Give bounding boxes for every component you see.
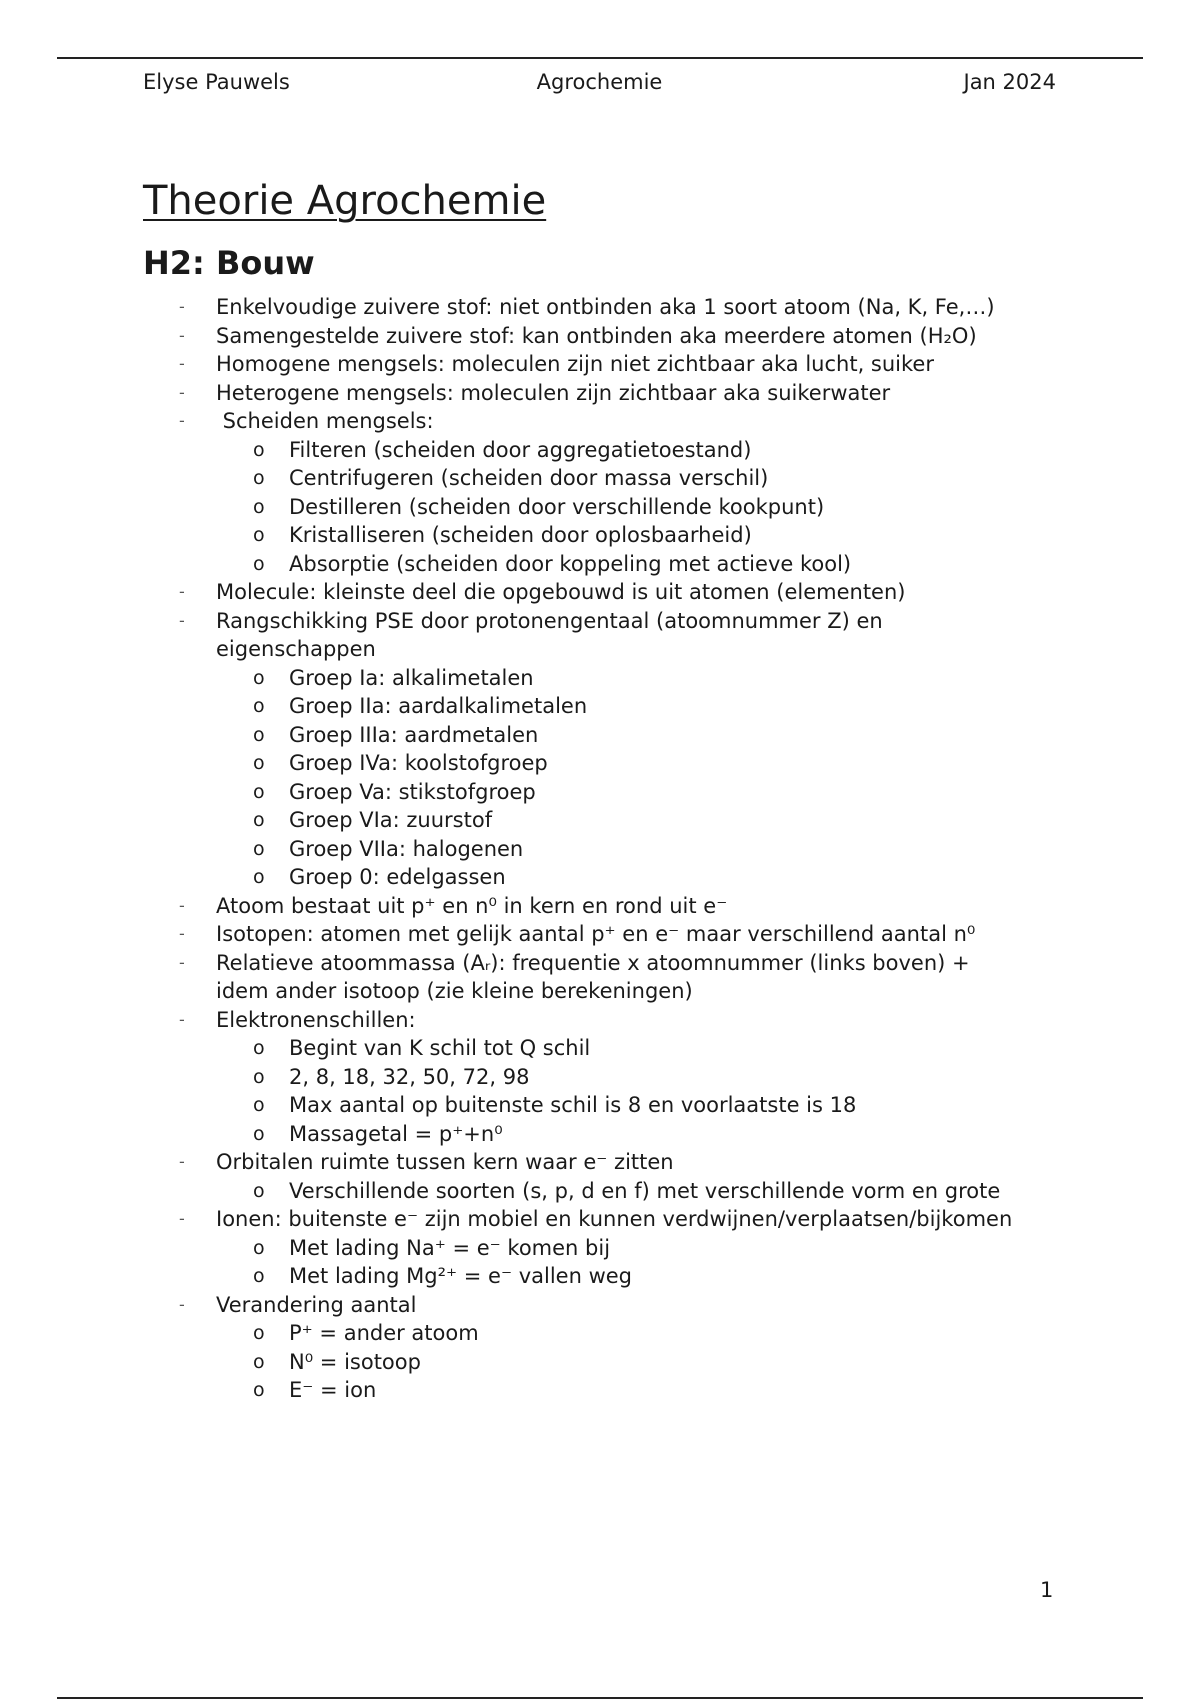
sub-list-item — [143, 1348, 1073, 1377]
list-item — [143, 322, 1073, 351]
bullet-marker: - — [179, 610, 185, 630]
page-header — [143, 70, 1056, 100]
sub-list — [216, 1319, 1073, 1405]
list-item — [143, 350, 1073, 379]
sub-bullet-marker: o — [253, 1350, 265, 1373]
sub-bullet-marker: o — [253, 780, 265, 803]
bullet-marker: - — [179, 924, 185, 943]
sub-list-item-text: Massagetal = p⁺+n⁰ — [289, 1121, 503, 1146]
footer-rule — [57, 1697, 1143, 1699]
list-item-text: Homogene mengsels: moleculen zijn niet zichtbaar aka lucht, suiker — [216, 352, 934, 376]
sub-list-item — [143, 692, 1073, 721]
sub-bullet-marker: o — [253, 1065, 265, 1088]
sub-bullet-marker: o — [253, 1037, 265, 1059]
list-item — [143, 1291, 1073, 1405]
sub-list-item — [143, 550, 1073, 579]
list-item-text: Molecule: kleinste deel die opgebouwd is uit atomen (elementen) — [216, 580, 906, 604]
sub-bullet-marker: o — [253, 1236, 265, 1259]
sub-list-item-text: N⁰ = isotoop — [289, 1349, 421, 1374]
sub-list-item — [143, 1319, 1073, 1348]
sub-bullet-marker: o — [253, 438, 265, 461]
sub-list-item-text: Groep Ia: alkalimetalen — [289, 665, 534, 690]
bullet-marker: - — [179, 1294, 185, 1314]
sub-list-item — [143, 1091, 1073, 1120]
sub-list-item-text: Met lading Na⁺ = e⁻ komen bij — [289, 1235, 611, 1260]
sub-list-item — [143, 1234, 1073, 1263]
document-title: Theorie Agrochemie — [143, 178, 547, 224]
list-item — [143, 1006, 1073, 1149]
sub-list-item — [143, 464, 1073, 493]
sub-list-item — [143, 1120, 1073, 1149]
sub-list-item — [143, 835, 1073, 864]
list-item-text: Isotopen: atomen met gelijk aantal p⁺ en e⁻ maar verschillend aantal n⁰ — [216, 922, 976, 946]
bullet-marker: - — [179, 952, 185, 972]
sub-list-item-text: Begint van K schil tot Q schil — [289, 1036, 591, 1060]
list-item-text: Ionen: buitenste e⁻ zijn mobiel en kunnen verdwijnen/verplaatsen/bijkomen — [216, 1207, 1013, 1231]
sub-list-item-text: Max aantal op buitenste schil is 8 en voorlaatste is 18 — [289, 1093, 857, 1117]
list-item-text-continued: idem ander isotoop (zie kleine berekeningen) — [216, 979, 693, 1003]
sub-bullet-marker: o — [253, 1094, 265, 1116]
sub-list — [216, 1177, 1073, 1206]
list-item-text: Heterogene mengsels: moleculen zijn zichtbaar aka suikerwater — [216, 380, 891, 405]
sub-list-item-text: Filteren (scheiden door aggregatietoestand) — [289, 437, 752, 462]
header-author: Elyse Pauwels — [143, 70, 290, 94]
sub-list-item-text: Absorptie (scheiden door koppeling met actieve kool) — [289, 551, 852, 576]
sub-list-item — [143, 1376, 1073, 1405]
page-number: 1 — [1040, 1578, 1054, 1602]
sub-bullet-marker: o — [253, 837, 265, 860]
sub-list-item — [143, 1063, 1073, 1092]
sub-list-item — [143, 1034, 1073, 1063]
sub-list — [216, 436, 1073, 579]
bullet-marker: - — [179, 582, 185, 601]
sub-bullet-marker: o — [253, 695, 265, 717]
header-rule — [57, 57, 1143, 59]
list-item — [143, 578, 1073, 607]
sub-list-item-text: Verschillende soorten (s, p, d en f) met verschillende vorm en grote — [289, 1178, 1001, 1203]
list-item — [143, 407, 1073, 578]
sub-list-item — [143, 521, 1073, 550]
sub-list-item-text: Kristalliseren (scheiden door oplosbaarheid) — [289, 523, 752, 547]
list-item — [143, 1205, 1073, 1291]
sub-bullet-marker: o — [253, 552, 265, 575]
header-course: Agrochemie — [536, 70, 663, 94]
sub-list-item-text: Groep IIIa: aardmetalen — [289, 722, 539, 747]
list-item-text: Enkelvoudige zuivere stof: niet ontbinden aka 1 soort atoom (Na, K, Fe,…) — [216, 295, 995, 319]
sub-bullet-marker: o — [253, 723, 265, 746]
sub-bullet-marker: o — [253, 495, 265, 518]
sub-list-item — [143, 778, 1073, 807]
sub-list — [216, 1034, 1073, 1148]
sub-list-item-text: Groep IVa: koolstofgroep — [289, 751, 548, 775]
notes-list — [143, 293, 1073, 1405]
sub-list-item-text: Groep Va: stikstofgroep — [289, 779, 536, 804]
sub-list-item — [143, 493, 1073, 522]
list-item — [143, 1148, 1073, 1205]
sub-list-item — [143, 436, 1073, 465]
list-item-text: Verandering aantal — [216, 1292, 417, 1317]
sub-bullet-marker: o — [253, 1322, 265, 1344]
sub-list-item — [143, 806, 1073, 835]
bullet-marker: - — [179, 411, 185, 430]
sub-bullet-marker: o — [253, 752, 265, 774]
list-item-text: Scheiden mengsels: — [216, 409, 434, 433]
list-item-text-continued: eigenschappen — [216, 637, 376, 661]
sub-list-item — [143, 863, 1073, 892]
sub-list-item-text: Centrifugeren (scheiden door massa verschil) — [289, 466, 769, 490]
sub-bullet-marker: o — [253, 1179, 265, 1202]
sub-list-item — [143, 721, 1073, 750]
sub-bullet-marker: o — [253, 1379, 265, 1401]
sub-list-item-text: Groep 0: edelgassen — [289, 865, 506, 889]
list-item — [143, 293, 1073, 322]
sub-list-item-text: Destilleren (scheiden door verschillende kookpunt) — [289, 494, 825, 519]
sub-list-item-text: 2, 8, 18, 32, 50, 72, 98 — [289, 1064, 530, 1089]
sub-bullet-marker: o — [253, 524, 265, 546]
sub-list-item-text: Met lading Mg²⁺ = e⁻ vallen weg — [289, 1264, 633, 1288]
bullet-marker: - — [179, 1209, 185, 1228]
sub-list-item-text: Groep VIa: zuurstof — [289, 808, 493, 832]
sub-bullet-marker: o — [253, 666, 265, 689]
list-item — [143, 607, 1073, 892]
list-item — [143, 379, 1073, 408]
sub-bullet-marker: o — [253, 1122, 265, 1145]
sub-list-item-text: P⁺ = ander atoom — [289, 1321, 479, 1345]
sub-list — [216, 664, 1073, 892]
bullet-marker: - — [179, 354, 185, 373]
list-item — [143, 892, 1073, 921]
sub-list-item — [143, 749, 1073, 778]
sub-list-item — [143, 1177, 1073, 1206]
list-item-text: Atoom bestaat uit p⁺ en n⁰ in kern en rond uit e⁻ — [216, 893, 728, 918]
bullet-marker: - — [179, 1152, 185, 1171]
list-item — [143, 949, 1073, 1006]
sub-bullet-marker: o — [253, 467, 265, 489]
bullet-marker: - — [179, 895, 185, 915]
sub-list-item-text: E⁻ = ion — [289, 1378, 377, 1402]
bullet-marker: - — [179, 1009, 185, 1029]
list-item-text: Samengestelde zuivere stof: kan ontbinden aka meerdere atomen (H₂O) — [216, 323, 977, 348]
sub-bullet-marker: o — [253, 809, 265, 831]
header-date: Jan 2024 — [963, 70, 1056, 94]
list-item-text: Relatieve atoommassa (Aᵣ): frequentie x atoomnummer (links boven) + — [216, 950, 970, 975]
sub-list-item-text: Groep IIa: aardalkalimetalen — [289, 694, 588, 718]
section-heading: H2: Bouw — [143, 244, 315, 282]
sub-list-item-text: Groep VIIa: halogenen — [289, 836, 524, 861]
sub-list-item — [143, 1262, 1073, 1291]
sub-bullet-marker: o — [253, 1265, 265, 1287]
sub-list-item — [143, 664, 1073, 693]
sub-bullet-marker: o — [253, 866, 265, 888]
list-item-text: Rangschikking PSE door protonengentaal (atoomnummer Z) en — [216, 608, 883, 633]
bullet-marker: - — [179, 382, 185, 402]
sub-list — [216, 1234, 1073, 1291]
list-item-text: Elektronenschillen: — [216, 1007, 416, 1032]
bullet-marker: - — [179, 325, 185, 345]
list-item — [143, 920, 1073, 949]
list-item-text: Orbitalen ruimte tussen kern waar e⁻ zitten — [216, 1150, 674, 1174]
notes-content — [143, 293, 1073, 1405]
bullet-marker: - — [179, 297, 185, 316]
